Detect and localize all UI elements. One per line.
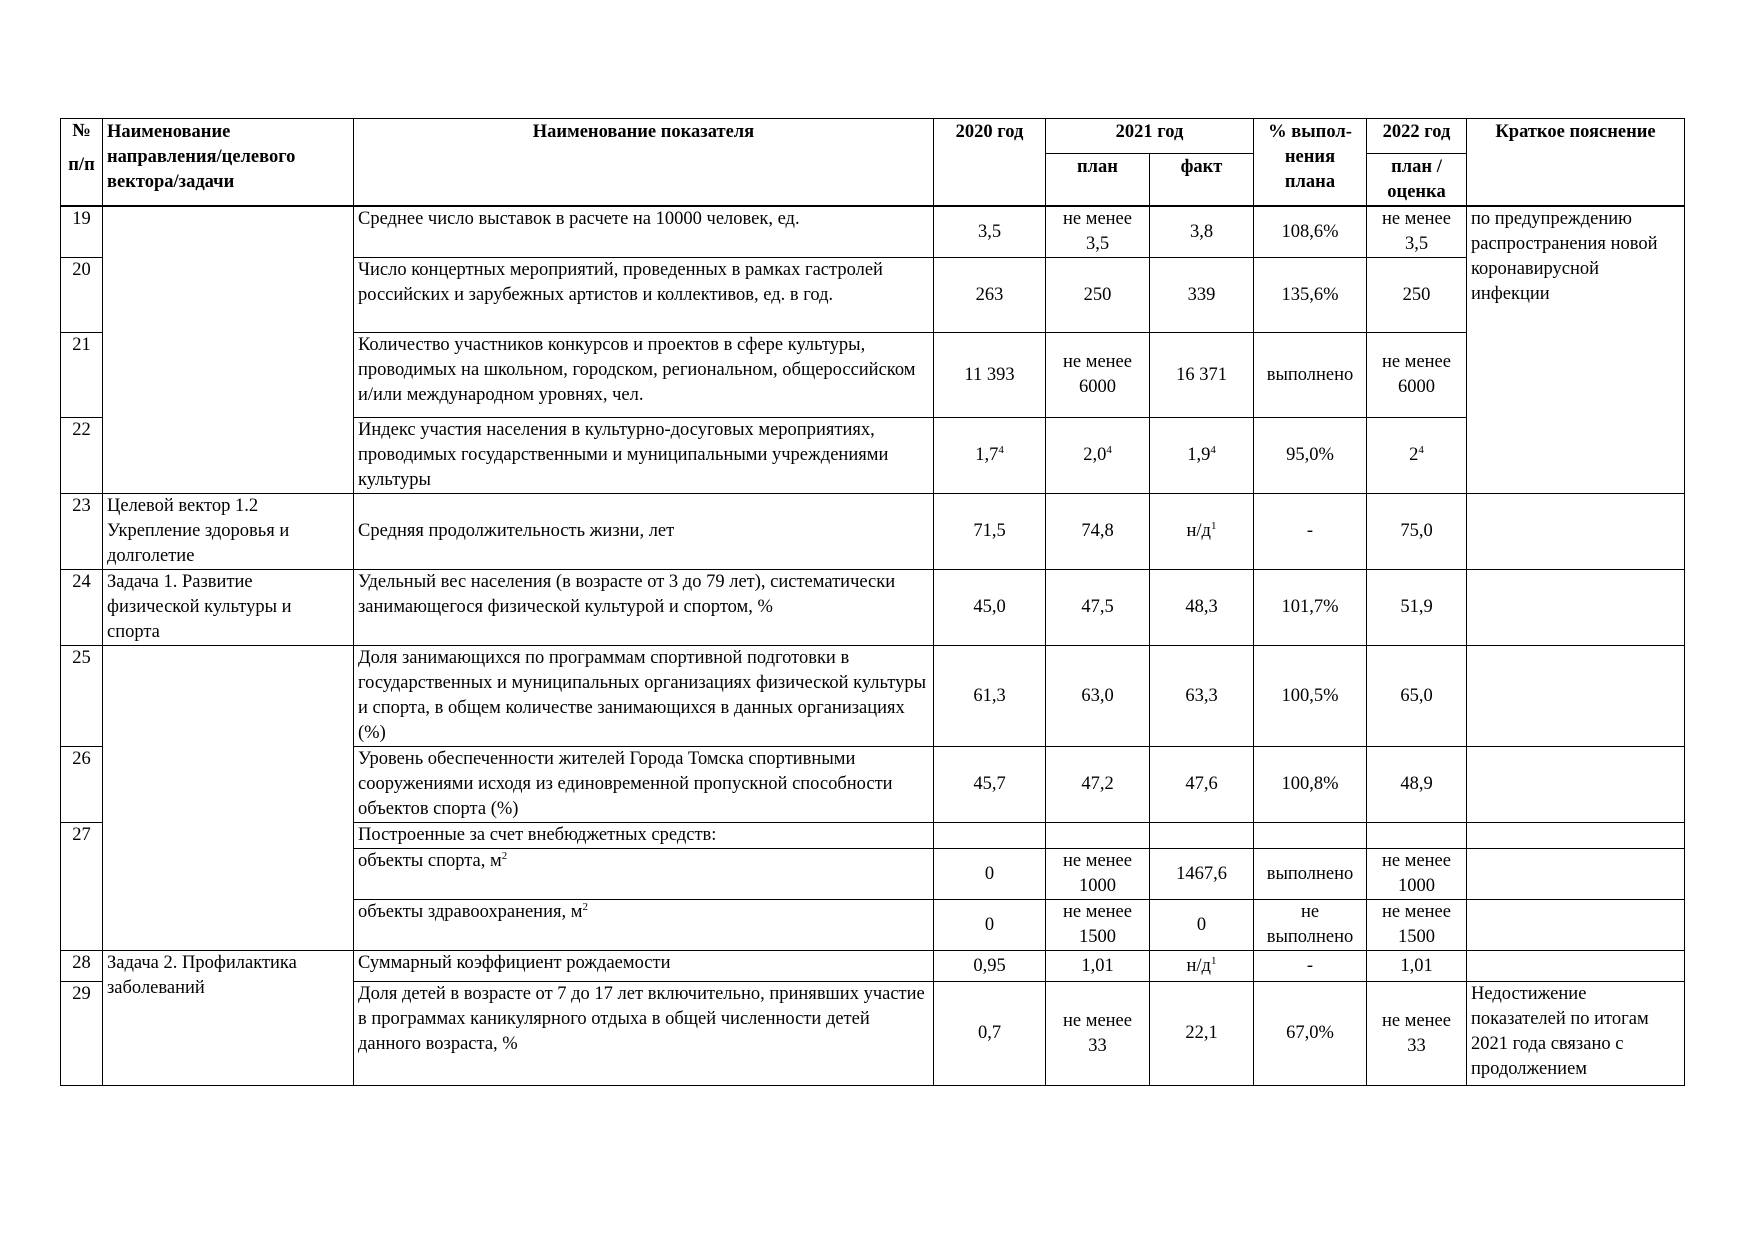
note-cell-bottom [1467,982,1685,1086]
row-number: 28 [61,951,103,982]
indicator-name-text: объекты спорта, м [358,851,502,871]
value-percent: - [1254,494,1367,570]
value-2022-line2: 33 [1407,1035,1426,1056]
value-2021-plan-line2: 1500 [1079,927,1116,947]
direction-name: Задача 1. Развитие физической культуры и спорта [103,570,354,646]
value-2022-empty [1367,823,1467,849]
value-2022 [1367,333,1467,418]
value-2021-plan-line2: 6000 [1079,377,1116,397]
note-cell-top [1467,206,1685,494]
value-2021-plan [1046,849,1150,900]
row-number: 19 [61,206,103,258]
row-number: 24 [61,570,103,646]
value-2020-text: 1,7 [975,445,999,465]
value-2022-line2: 6000 [1398,377,1435,397]
value-2020: 11 393 [934,333,1046,418]
value-2021-plan [1046,333,1150,418]
value-2022 [1367,206,1467,258]
header-plan-estimate-line1: план / [1391,157,1442,177]
indicator-name: Средняя продолжительность жизни, лет [354,494,934,570]
row-number: 26 [61,747,103,823]
footnote-marker: 1 [1210,520,1217,532]
row-number: 23 [61,494,103,570]
value-2021-plan [1046,418,1150,494]
indicator-name: Удельный вес населения (в возрасте от 3 до 79 лет), систематически занимающегося физической культурой и спортом, % [354,570,934,646]
value-2021-plan-line2: 1000 [1079,876,1116,896]
direction-name: Целевой вектор 1.2 Укрепление здоровья и долголетие [103,494,354,570]
footnote-marker: 4 [998,444,1004,456]
indicator-name-text: объекты здравоохранения, м [358,902,583,922]
value-2020: 0,95 [934,951,1046,982]
value-2021-plan: 1,01 [1046,951,1150,982]
value-percent: 135,6% [1254,258,1367,333]
value-2022 [1367,900,1467,951]
value-percent: 100,8% [1254,747,1367,823]
value-percent: 108,6% [1254,206,1367,258]
header-plan: план [1046,154,1150,207]
header-percent-line2: нения [1284,147,1336,167]
value-2021-fact-text: 1,9 [1187,445,1211,465]
note-top-line2: распространения новой [1471,234,1658,254]
value-percent [1254,900,1367,951]
value-2021-fact [1150,951,1254,982]
row-number: 25 [61,646,103,747]
note-cell-empty [1467,646,1685,747]
header-plan-estimate-line2: оценка [1387,182,1446,202]
unit-superscript: 2 [582,901,588,913]
value-2020: 0,7 [934,982,1046,1086]
value-2021-plan: 250 [1046,258,1150,333]
value-2021-plan-line1: не менее [1063,851,1132,871]
indicator-name: Индекс участия населения в культурно-досуговых мероприятиях, проводимых государственными и муниципальными учреждениями культуры [354,418,934,494]
value-2021-plan: 74,8 [1046,494,1150,570]
value-2021-fact: 22,1 [1150,982,1254,1086]
value-2021-plan-text: 2,0 [1083,445,1107,465]
indicator-name [354,849,934,900]
value-2020: 3,5 [934,206,1046,258]
indicator-name: Число концертных мероприятий, проведенных в рамках гастролей российских и зарубежных артистов и коллективов, ед. в год. [354,258,934,333]
row-number: 21 [61,333,103,418]
header-num [61,119,103,207]
note-cell-empty [1467,823,1685,849]
value-2021-fact: 16 371 [1150,333,1254,418]
value-2020: 0 [934,849,1046,900]
footnote-marker: 4 [1418,444,1424,456]
value-2022: 250 [1367,258,1467,333]
indicators-table [60,118,1685,1086]
value-2021-plan-empty [1046,823,1150,849]
header-direction: Наименование направления/целевого вектора/задачи [103,119,354,207]
value-2021-plan [1046,982,1150,1086]
note-cell-empty [1467,900,1685,951]
table-row [61,951,1685,982]
value-2022: 51,9 [1367,570,1467,646]
note-cell-empty [1467,494,1685,570]
header-2020: 2020 год [934,119,1046,207]
value-2021-fact [1150,418,1254,494]
value-2021-fact: 63,3 [1150,646,1254,747]
value-2022-text: 2 [1409,445,1419,465]
table-row [61,206,1685,258]
value-2020: 61,3 [934,646,1046,747]
value-2021-fact-text: н/д [1186,521,1211,541]
value-2020 [934,418,1046,494]
table-row [61,494,1685,570]
unit-superscript: 2 [501,850,508,862]
value-2022 [1367,982,1467,1086]
value-2022-line1: не менее [1382,851,1451,871]
value-2022-line2: 1500 [1398,927,1435,947]
value-percent: выполнено [1254,333,1367,418]
row-number: 22 [61,418,103,494]
value-2021-fact: 0 [1150,900,1254,951]
note-top-line3: коронавирусной [1471,259,1600,279]
note-bottom-line3: 2021 года связано с [1471,1034,1624,1054]
value-2021-plan-line2: 3,5 [1085,234,1110,254]
value-2020: 71,5 [934,494,1046,570]
indicator-name [354,900,934,951]
indicator-name: Доля детей в возрасте от 7 до 17 лет включительно, принявших участие в программах каникулярного отдыха в общей численности детей данного возраста, % [354,982,934,1086]
header-percent-line1: % выпол- [1268,122,1352,142]
value-percent: выполнено [1254,849,1367,900]
value-percent: 95,0% [1254,418,1367,494]
value-2022-line1: не менее [1382,209,1451,229]
value-percent-line1: не [1300,902,1320,922]
value-2022: 48,9 [1367,747,1467,823]
row-number: 20 [61,258,103,333]
value-2022 [1367,849,1467,900]
note-bottom-line1: Недостижение [1471,984,1587,1004]
footnote-marker: 1 [1210,954,1217,967]
value-2022-line1: не менее [1382,902,1451,922]
value-2022: 75,0 [1367,494,1467,570]
value-2021-fact: 3,8 [1150,206,1254,258]
note-bottom-line2: показателей по итогам [1471,1009,1649,1029]
header-indicator: Наименование показателя [354,119,934,207]
value-percent: 101,7% [1254,570,1367,646]
header-fact: факт [1150,154,1254,207]
note-cell-empty [1467,747,1685,823]
value-2022 [1367,418,1467,494]
value-2021-fact-empty [1150,823,1254,849]
header-percent-line3: плана [1284,172,1336,192]
value-2021-plan [1046,900,1150,951]
value-2021-fact [1150,494,1254,570]
value-2020-empty [934,823,1046,849]
value-2021-fact: 47,6 [1150,747,1254,823]
header-2022: 2022 год [1367,119,1467,154]
value-2021-plan-line1: не менее [1063,352,1132,372]
table-row [61,646,1685,747]
header-plan-estimate [1367,154,1467,207]
value-2021-fact: 339 [1150,258,1254,333]
value-2020: 45,0 [934,570,1046,646]
header-num-line1: № [72,121,91,141]
table-body [61,206,1685,1086]
note-top-line4: инфекции [1471,284,1550,304]
indicator-name: Доля занимающихся по программам спортивной подготовки в государственных и муниципальных организациях физической культуры и спорта, в общем количестве занимающихся в данных организациях (%) [354,646,934,747]
row-number: 29 [61,982,103,1086]
value-2021-fact: 48,3 [1150,570,1254,646]
value-percent-empty [1254,823,1367,849]
direction-name: Задача 2. Профилактика заболеваний [103,951,354,1086]
value-percent: - [1254,951,1367,982]
value-2021-plan-line1: не менее [1063,209,1132,229]
value-2021-plan: 47,2 [1046,747,1150,823]
indicator-name: Среднее число выставок в расчете на 10000 человек, ед. [354,206,934,258]
value-2021-plan: 63,0 [1046,646,1150,747]
header-2021: 2021 год [1046,119,1254,154]
direction-cell-empty [103,206,354,494]
row-number: 27 [61,823,103,951]
footnote-marker: 4 [1210,444,1216,456]
value-2021-plan [1046,206,1150,258]
table-header [61,119,1685,207]
value-2021-plan-line1: не менее [1063,1010,1132,1031]
value-2021-plan: 47,5 [1046,570,1150,646]
header-note: Краткое пояснение [1467,119,1685,207]
value-2022-line1: не менее [1382,1010,1451,1031]
indicator-name: Количество участников конкурсов и проектов в сфере культуры, проводимых на школьном, городском, региональном, общероссийском и/или международном уровнях, чел. [354,333,934,418]
value-percent: 67,0% [1254,982,1367,1086]
value-2021-plan-line2: 33 [1088,1035,1107,1056]
value-2022-line1: не менее [1382,352,1451,372]
indicator-name: Суммарный коэффициент рождаемости [354,951,934,982]
value-2020: 45,7 [934,747,1046,823]
value-2021-fact: 1467,6 [1150,849,1254,900]
indicator-name: Построенные за счет внебюджетных средств: [354,823,934,849]
note-cell-empty [1467,849,1685,900]
note-top-line1: по предупреждению [1471,209,1632,229]
value-2021-fact-text: н/д [1186,955,1211,976]
value-2022-line2: 1000 [1398,876,1435,896]
value-2021-plan-line1: не менее [1063,902,1132,922]
header-percent [1254,119,1367,207]
table-row [61,570,1685,646]
value-2020: 0 [934,900,1046,951]
note-bottom-line4: продолжением [1471,1059,1587,1079]
value-2022-line2: 3,5 [1404,234,1429,254]
direction-cell-empty [103,646,354,951]
indicator-name: Уровень обеспеченности жителей Города Томска спортивными сооружениями исходя из единовременной пропускной способности объектов спорта (%) [354,747,934,823]
note-cell-empty [1467,951,1685,982]
note-cell-empty [1467,570,1685,646]
footnote-marker: 4 [1106,444,1112,456]
header-num-line2: п/п [68,155,95,175]
value-2022: 65,0 [1367,646,1467,747]
value-percent: 100,5% [1254,646,1367,747]
value-2020: 263 [934,258,1046,333]
value-percent-line2: выполнено [1266,927,1354,947]
value-2022: 1,01 [1367,951,1467,982]
